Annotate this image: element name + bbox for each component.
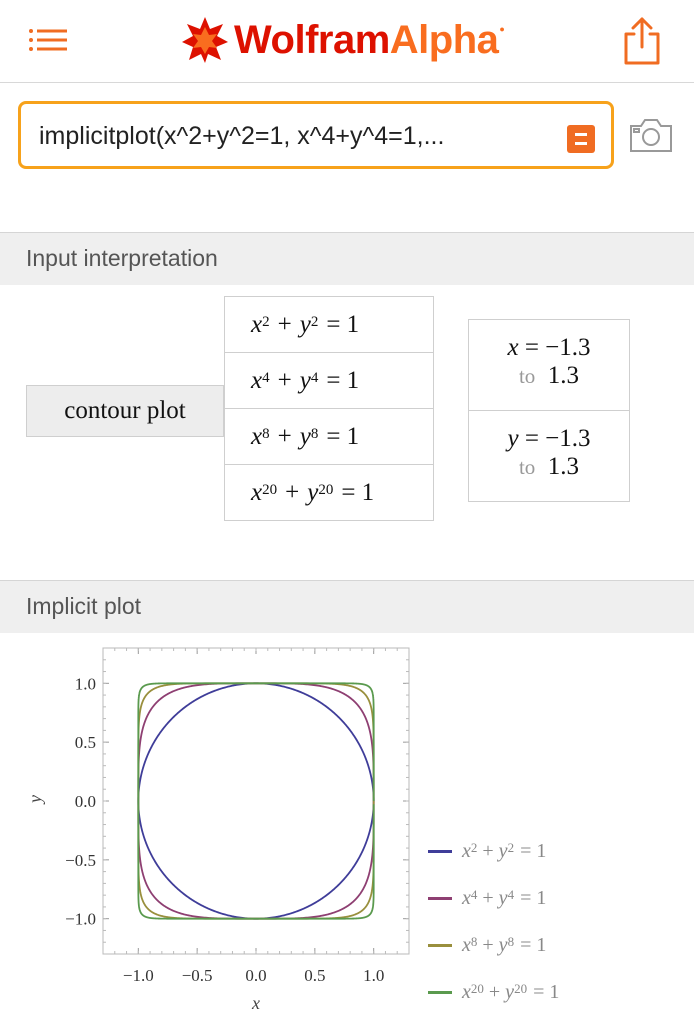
y-tick-label: 0.5 <box>74 733 96 753</box>
eq-base-y: y <box>299 366 311 394</box>
eq-rhs: = 1 <box>341 478 375 506</box>
legend-base-y: y <box>498 933 508 956</box>
y-tick-label: −1.0 <box>65 909 96 929</box>
legend-base-x: x <box>462 980 471 1003</box>
legend-plus: + <box>482 886 494 909</box>
legend-base-y: y <box>498 839 508 862</box>
legend-swatch <box>428 897 452 900</box>
legend-swatch <box>428 850 452 853</box>
range-from: = −1.3 <box>524 334 591 361</box>
legend-item <box>428 977 559 1007</box>
y-tick-label: 0.0 <box>74 792 96 811</box>
ranges-table <box>468 320 630 502</box>
eq-plus: + <box>277 422 292 450</box>
share-icon[interactable] <box>620 16 664 66</box>
x-tick-label: −0.5 <box>181 966 213 985</box>
section-title-input-interpretation: Input interpretation <box>26 245 218 271</box>
legend-swatch <box>428 991 452 994</box>
range-cell <box>468 319 630 411</box>
legend-exp-y: 8 <box>507 934 515 949</box>
implicit-plot-chart <box>0 638 430 1018</box>
legend-exp-x: 8 <box>470 934 478 949</box>
legend-item <box>428 930 546 960</box>
equation-cell <box>224 296 434 353</box>
eq-base-x: x <box>251 422 263 450</box>
legend-exp-y: 2 <box>507 840 515 855</box>
eq-exp-x: 2 <box>262 314 270 330</box>
range-to-word: to <box>518 364 536 388</box>
legend-plus: + <box>482 933 494 956</box>
legend-base-x: x <box>462 886 471 909</box>
legend-exp-x: 20 <box>470 981 484 996</box>
eq-rhs: = 1 <box>326 366 360 394</box>
range-cell <box>468 410 630 502</box>
logo-alpha: Alpha <box>389 17 499 62</box>
equals-icon[interactable] <box>567 125 595 153</box>
legend-exp-y: 4 <box>507 887 515 902</box>
implicit-plot-header[interactable] <box>0 580 694 633</box>
eq-rhs: = 1 <box>326 310 360 338</box>
eq-base-y: y <box>299 422 311 450</box>
section-title-implicit-plot: Implicit plot <box>26 593 142 619</box>
x-tick-label: 1.0 <box>363 966 385 985</box>
wolfram-alpha-logo[interactable] <box>180 12 505 68</box>
camera-icon[interactable] <box>628 116 674 154</box>
y-tick-label: 1.0 <box>74 674 96 694</box>
legend-rhs: = 1 <box>533 980 560 1003</box>
trademark-mark: ● <box>499 24 505 34</box>
range-var: x <box>507 334 519 361</box>
logo-wordmark <box>234 18 498 63</box>
legend-exp-x: 2 <box>470 840 478 855</box>
legend-base-x: x <box>462 933 471 956</box>
x-tick-label: −1.0 <box>122 966 154 985</box>
eq-plus: + <box>277 366 292 394</box>
legend-exp-x: 4 <box>470 887 478 902</box>
eq-base-x: x <box>251 310 263 338</box>
equations-table <box>224 297 434 521</box>
legend-rhs: = 1 <box>520 933 547 956</box>
legend-rhs: = 1 <box>520 886 547 909</box>
eq-exp-y: 8 <box>310 426 319 442</box>
legend-swatch <box>428 944 452 947</box>
range-to-word: to <box>518 455 536 479</box>
equation-cell <box>224 464 434 521</box>
range-to: 1.3 <box>547 453 580 480</box>
legend-exp-y: 20 <box>514 981 528 996</box>
search-box[interactable] <box>18 101 614 169</box>
eq-base-y: y <box>299 310 311 338</box>
x-tick-label: 0.5 <box>304 966 326 985</box>
wolfram-star-logo-icon <box>180 15 230 65</box>
eq-base-x: x <box>251 366 263 394</box>
range-var: y <box>507 425 519 452</box>
plot-frame <box>103 648 409 954</box>
input-interpretation-header[interactable] <box>0 232 694 285</box>
logo-wolfram: Wolfram <box>234 17 390 62</box>
legend-plus: + <box>488 980 501 1003</box>
legend-item <box>428 836 546 866</box>
function-label: contour plot <box>26 385 224 437</box>
range-from: = −1.3 <box>524 425 591 452</box>
eq-rhs: = 1 <box>326 422 360 450</box>
legend-rhs: = 1 <box>520 839 547 862</box>
y-tick-label: −0.5 <box>65 850 96 870</box>
eq-exp-y: 4 <box>310 370 319 386</box>
eq-base-x: x <box>251 478 263 506</box>
eq-exp-y: 20 <box>318 482 334 498</box>
range-to: 1.3 <box>547 362 580 389</box>
search-input[interactable] <box>39 120 549 152</box>
eq-plus: + <box>277 310 292 338</box>
eq-base-y: y <box>307 478 319 506</box>
legend-base-x: x <box>462 839 471 862</box>
legend-item <box>428 883 546 913</box>
equation-cell <box>224 352 434 409</box>
y-axis-label: y <box>25 795 45 803</box>
x-axis-label: x <box>252 993 260 1013</box>
legend-plus: + <box>482 839 494 862</box>
app-header <box>0 0 694 83</box>
x-tick-label: 0.0 <box>245 966 267 985</box>
eq-exp-x: 20 <box>262 482 278 498</box>
eq-exp-x: 4 <box>262 370 270 386</box>
hamburger-menu-icon[interactable] <box>28 28 68 52</box>
equation-cell <box>224 408 434 465</box>
eq-plus: + <box>285 478 300 506</box>
eq-exp-x: 8 <box>262 426 270 442</box>
legend-base-y: y <box>498 886 508 909</box>
eq-exp-y: 2 <box>310 314 319 330</box>
legend-base-y: y <box>505 980 515 1003</box>
